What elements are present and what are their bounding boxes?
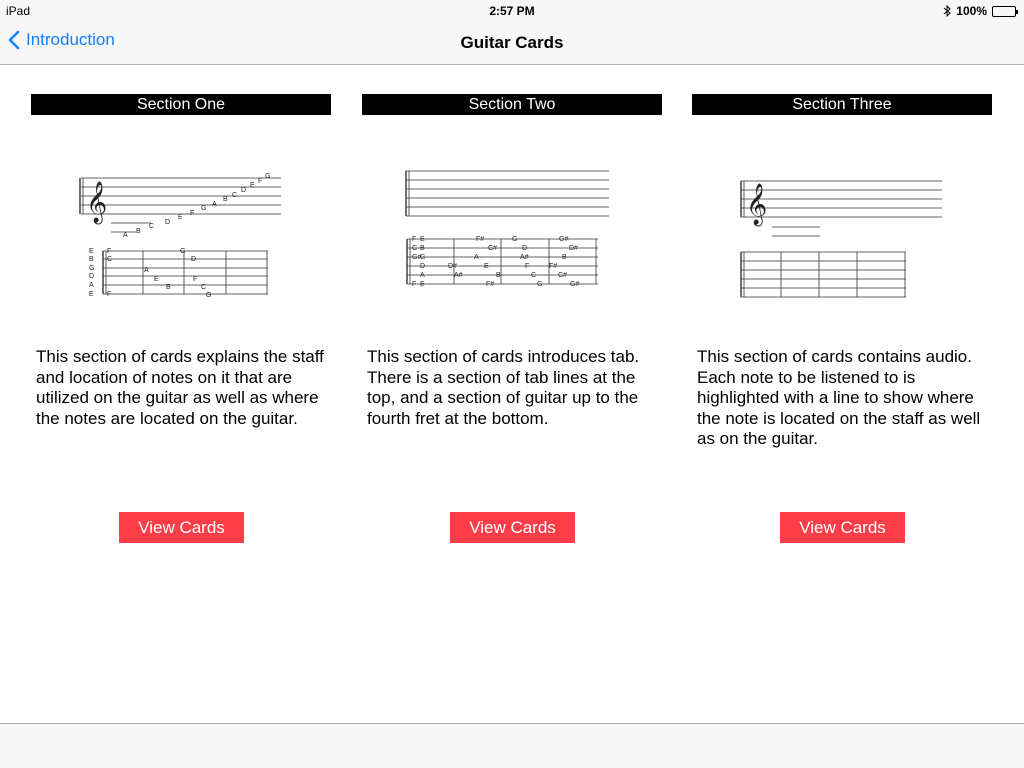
battery-icon (992, 6, 1016, 17)
section-three (692, 94, 992, 537)
tab-note: D# (569, 245, 578, 252)
staff-note: G (201, 205, 207, 212)
fretboard-grid (741, 252, 906, 297)
staff-note: C (232, 192, 238, 199)
staff-note: D (241, 187, 247, 194)
tab-note: G (537, 281, 543, 288)
staff-diagram-1 (31, 164, 331, 314)
section-description: This section of cards explains the staff and location of notes on it that are utilized on the guitar as well as where the notes are located on the guitar. (36, 347, 324, 428)
tab-note: F# (486, 281, 495, 288)
string-label: E (420, 281, 425, 288)
back-button-label: Introduction (26, 30, 115, 49)
tab-note: A# (454, 272, 463, 279)
tab-note: C (412, 245, 418, 252)
tab-note: G# (559, 236, 569, 243)
string-label: B (420, 245, 425, 252)
section-two (362, 94, 662, 537)
string-label: D (420, 263, 426, 270)
section-one (31, 94, 331, 537)
tab-note: C (531, 272, 537, 279)
section-header: Section Three (692, 94, 992, 115)
tab-note: C (201, 284, 207, 291)
view-cards-button[interactable]: View Cards (780, 512, 905, 543)
tab-staff-lines (406, 171, 609, 216)
staff-note: A (123, 232, 128, 239)
tab-note: F (193, 276, 198, 283)
status-right (943, 4, 1016, 18)
tab-note: G (206, 292, 212, 299)
tab-note: D (191, 256, 197, 263)
staff-lines (741, 181, 942, 236)
tab-note: G# (570, 281, 580, 288)
battery-percent: 100% (956, 4, 987, 18)
navigation-bar (0, 22, 1024, 65)
string-label: B (89, 256, 94, 263)
staff-note: A (212, 201, 217, 208)
tab-note: A (144, 267, 149, 274)
staff-note: F (258, 178, 263, 185)
tab-note: F (525, 263, 530, 270)
tab-note: A (474, 254, 479, 261)
view-cards-button[interactable]: View Cards (119, 512, 244, 543)
section-header: Section One (31, 94, 331, 115)
page-title: Guitar Cards (460, 33, 564, 52)
section-description: This section of cards introduces tab. There is a section of tab lines at the top, and a section of guitar up to the fourth fret at the bottom. (367, 347, 640, 428)
string-label: E (89, 291, 94, 298)
string-label: G (89, 265, 95, 272)
tab-note: B (562, 254, 567, 261)
staff-note: E (178, 214, 183, 221)
staff-note: B (136, 228, 141, 235)
string-label: D (89, 273, 95, 280)
section-header: Section Two (362, 94, 662, 115)
bottom-toolbar (0, 723, 1024, 768)
view-cards-button[interactable]: View Cards (450, 512, 575, 543)
status-bar (0, 0, 1024, 22)
string-label: E (420, 236, 425, 243)
treble-clef-icon: 𝄞 (746, 183, 768, 224)
tab-note: G (512, 236, 518, 243)
tab-note: D (522, 245, 528, 252)
tab-note: F (412, 281, 417, 288)
tab-note: G# (412, 254, 422, 261)
tab-note: F (412, 236, 417, 243)
treble-clef-icon: 𝄞 (86, 181, 108, 222)
fretboard-grid (103, 251, 268, 294)
tab-note: E (484, 263, 489, 270)
string-label: E (89, 248, 94, 255)
tab-note: C (107, 256, 113, 263)
tab-note: F# (476, 236, 485, 243)
tab-note: F# (549, 263, 558, 270)
tab-note: E (154, 276, 159, 283)
staff-note: F (190, 210, 195, 217)
tab-note: B (166, 284, 171, 291)
staff-note: G (265, 173, 271, 180)
string-label: A (89, 282, 94, 289)
string-label: A (420, 272, 425, 279)
clock: 2:57 PM (489, 4, 535, 18)
tab-note: F (107, 248, 112, 255)
staff-note: E (250, 182, 255, 189)
audio-diagram-3 (692, 164, 992, 314)
staff-note: D (165, 219, 171, 226)
device-label: iPad (6, 4, 31, 18)
tab-note: C# (488, 245, 497, 252)
bluetooth-icon (943, 5, 951, 17)
tab-note: B (496, 272, 501, 279)
tab-note: D# (448, 263, 457, 270)
tab-note: C# (558, 272, 567, 279)
string-label: G (420, 254, 426, 261)
tab-diagram-2 (362, 164, 662, 314)
tab-note: A# (520, 254, 529, 261)
section-description: This section of cards contains audio. Each note to be listened to is highlighted with a line to show where the note is located on the staff as well as on the guitar. (697, 347, 981, 448)
staff-note: B (223, 196, 228, 203)
tab-note: G (180, 248, 186, 255)
staff-note: C (149, 223, 155, 230)
tab-note: F (107, 291, 112, 298)
